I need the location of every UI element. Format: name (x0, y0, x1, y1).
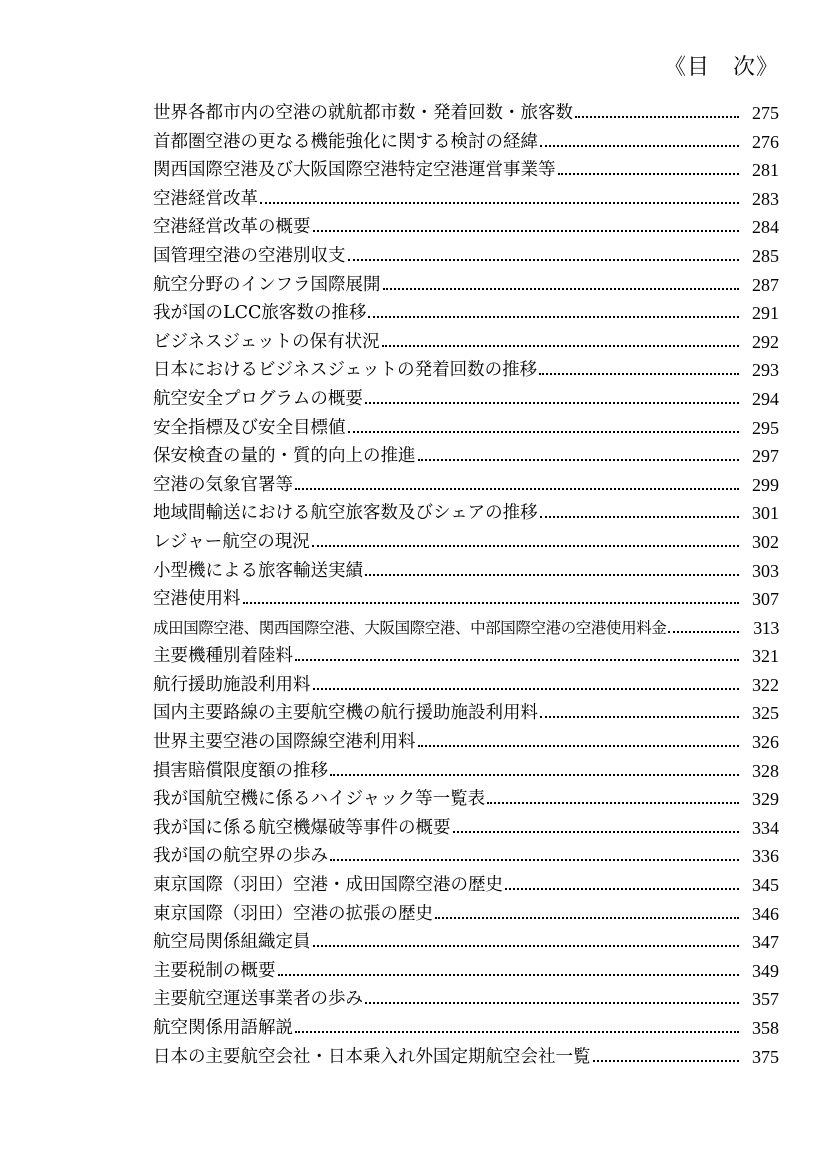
toc-entry-title: 国内主要路線の主要航空機の航行援助施設利用料 (153, 703, 538, 724)
toc-entry-title: 航空関係用語解説 (153, 1018, 293, 1038)
toc-entry-title: 空港使用料 (153, 589, 241, 610)
toc-entry[interactable] (153, 128, 779, 157)
toc-entry[interactable] (153, 385, 779, 414)
toc-entry-title: 関西国際空港及び大阪国際空港特定空港運営事業等 (153, 160, 556, 181)
toc-entry[interactable] (153, 99, 779, 128)
toc-entry-title: 世界各都市内の空港の就航都市数・発着回数・旅客数 (153, 103, 573, 123)
toc-entry[interactable] (153, 328, 779, 357)
dot-leader (313, 928, 740, 957)
toc-entry-title: 我が国航空機に係るハイジャック等一覧表 (153, 789, 486, 810)
toc-entry[interactable] (153, 499, 779, 528)
toc-entry[interactable] (153, 985, 779, 1014)
toc-entry-page-number: 295 (752, 417, 779, 438)
toc-entry-page-number: 358 (752, 1018, 779, 1038)
toc-entry[interactable] (153, 356, 779, 385)
dot-leader (539, 356, 739, 385)
toc-entry-title: ビジネスジェットの保有状況 (153, 331, 380, 352)
dot-leader (365, 985, 739, 1014)
toc-entry-page-number: 325 (752, 703, 779, 724)
toc-entry-page-number: 336 (752, 846, 779, 867)
toc-entry[interactable] (153, 814, 779, 843)
toc-entry-title: 空港の気象官署等 (153, 474, 293, 495)
toc-entry-title: 首都圏空港の更なる機能強化に関する検討の経緯 (153, 131, 538, 152)
toc-entry[interactable] (153, 671, 779, 700)
dot-leader (540, 499, 739, 528)
toc-entry[interactable] (153, 614, 779, 643)
toc-entry-title: 成田国際空港、関西国際空港、大阪国際空港、中部国際空港の空港使用料金 (153, 618, 667, 637)
dot-leader (313, 671, 740, 700)
dot-leader (330, 842, 739, 871)
toc-entry[interactable] (153, 900, 779, 929)
toc-entry-page-number: 293 (752, 360, 779, 381)
toc-heading: 《目 次》 (663, 55, 779, 80)
toc-entry-page-number: 345 (752, 875, 779, 896)
dot-leader (558, 156, 740, 185)
dot-leader (312, 528, 739, 557)
toc-entry[interactable] (153, 242, 779, 271)
toc-entry-title: 保安検査の量的・質的向上の推進 (153, 446, 416, 467)
toc-entry[interactable] (153, 557, 779, 586)
toc-entry-page-number: 307 (752, 589, 779, 610)
toc-entry-title: 主要機種別着陸料 (153, 646, 293, 667)
toc-entry[interactable] (153, 156, 779, 185)
toc-entry-title: 国管理空港の空港別収支 (153, 245, 346, 266)
toc-entry[interactable] (153, 414, 779, 443)
dot-leader (243, 585, 740, 614)
dot-leader (383, 271, 740, 300)
toc-entry-page-number: 284 (752, 217, 779, 238)
toc-entry-page-number: 285 (752, 245, 779, 266)
toc-entry[interactable] (153, 757, 779, 786)
toc-entry-page-number: 357 (752, 989, 779, 1010)
dot-leader (365, 557, 739, 586)
toc-entry-title: 空港経営改革の概要 (153, 217, 311, 238)
toc-entry-page-number: 302 (752, 531, 779, 552)
dot-leader (260, 185, 739, 214)
dot-leader (330, 757, 739, 786)
dot-leader (418, 442, 740, 471)
toc-entry[interactable] (153, 842, 779, 871)
toc-entry-title: 日本におけるビジネスジェットの発着回数の推移 (153, 360, 538, 381)
toc-entry[interactable] (153, 1043, 779, 1072)
toc-entry[interactable] (153, 785, 779, 814)
toc-entry-page-number: 322 (752, 674, 779, 695)
toc-entry[interactable] (153, 299, 779, 328)
toc-entry-title: 世界主要空港の国際線空港利用料 (153, 732, 416, 753)
dot-leader (487, 785, 739, 814)
toc-entry-title: 損害賠償限度額の推移 (153, 760, 328, 781)
toc-entry[interactable] (153, 185, 779, 214)
dot-leader (295, 642, 739, 671)
toc-entry-page-number: 326 (752, 732, 779, 753)
dot-leader (668, 614, 739, 643)
toc-entry[interactable] (153, 442, 779, 471)
toc-entry-title: 地域間輸送における航空旅客数及びシェアの推移 (153, 503, 538, 524)
dot-leader (278, 957, 740, 986)
dot-leader (348, 414, 740, 443)
dot-leader (453, 814, 740, 843)
toc-entry-page-number: 287 (752, 274, 779, 295)
toc-entry-title: 航空分野のインフラ国際展開 (153, 274, 381, 295)
toc-entry-page-number: 276 (752, 131, 779, 152)
toc-entry[interactable] (153, 528, 779, 557)
dot-leader (365, 385, 739, 414)
toc-entry-page-number: 329 (752, 789, 779, 810)
toc-entry-title: 我が国の航空界の歩み (153, 846, 328, 867)
toc-entry-title: 小型機による旅客輸送実績 (153, 560, 363, 581)
toc-entry-title: 航行援助施設利用料 (153, 674, 311, 695)
toc-entry[interactable] (153, 699, 779, 728)
dot-leader (382, 328, 739, 357)
dot-leader (575, 99, 739, 128)
toc-entry-page-number: 303 (752, 560, 779, 581)
toc-entry[interactable] (153, 928, 779, 957)
toc-entry[interactable] (153, 1014, 779, 1043)
dot-leader (435, 900, 739, 929)
toc-entry-title: 航空局関係組織定員 (153, 932, 311, 953)
toc-entry-title: 主要税制の概要 (153, 960, 276, 981)
dot-leader (368, 299, 739, 328)
dot-leader (313, 213, 740, 242)
toc-entry-page-number: 328 (752, 760, 779, 781)
toc-entry-title: レジャー航空の現況 (153, 531, 310, 552)
toc-entry-page-number: 299 (752, 474, 779, 495)
toc-entry-page-number: 313 (753, 617, 779, 638)
toc-entry[interactable] (153, 585, 779, 614)
toc-entry-page-number: 291 (752, 303, 779, 324)
toc-entry[interactable] (153, 728, 779, 757)
toc-entry[interactable] (153, 871, 779, 900)
dot-leader (295, 1014, 739, 1043)
toc-entry[interactable] (153, 957, 779, 986)
dot-leader (348, 242, 740, 271)
toc-entry-page-number: 294 (752, 388, 779, 409)
dot-leader (505, 871, 739, 900)
toc-entry-page-number: 321 (752, 646, 779, 667)
toc-entry-title: 主要航空運送事業者の歩み (153, 989, 363, 1010)
toc-entry-page-number: 346 (752, 903, 779, 924)
toc-entry-title: 我が国のLCC旅客数の推移 (153, 303, 367, 324)
toc-entry-title: 航空安全プログラムの概要 (153, 388, 363, 409)
toc-entry[interactable] (153, 642, 779, 671)
toc-entry-page-number: 283 (752, 188, 779, 209)
dot-leader (418, 728, 740, 757)
toc-entry-title: 空港経営改革 (153, 188, 258, 209)
toc-entry-page-number: 375 (752, 1046, 779, 1067)
toc-entry-page-number: 334 (752, 817, 779, 838)
toc-entry-page-number: 281 (752, 160, 779, 181)
toc-entry-page-number: 301 (752, 503, 779, 524)
toc-entry-title: 日本の主要航空会社・日本乗入れ外国定期航空会社一覧 (153, 1046, 591, 1067)
dot-leader (540, 128, 739, 157)
toc-entry[interactable] (153, 471, 779, 500)
toc-entry[interactable] (153, 213, 779, 242)
toc-entry-page-number: 292 (752, 331, 779, 352)
toc-entry[interactable] (153, 271, 779, 300)
toc-entry-title: 東京国際（羽田）空港の拡張の歴史 (153, 903, 433, 924)
dot-leader (295, 471, 739, 500)
toc-entry-page-number: 349 (752, 960, 779, 981)
toc-entry-title: 我が国に係る航空機爆破等事件の概要 (153, 817, 451, 838)
toc-entry-page-number: 275 (752, 103, 779, 123)
dot-leader (593, 1043, 740, 1072)
toc-entry-page-number: 347 (752, 932, 779, 953)
toc-entry-title: 東京国際（羽田）空港・成田国際空港の歴史 (153, 875, 503, 896)
toc-entry-title: 安全指標及び安全目標値 (153, 417, 346, 438)
dot-leader (540, 699, 739, 728)
toc-list (153, 99, 779, 1071)
toc-entry-page-number: 297 (752, 446, 779, 467)
